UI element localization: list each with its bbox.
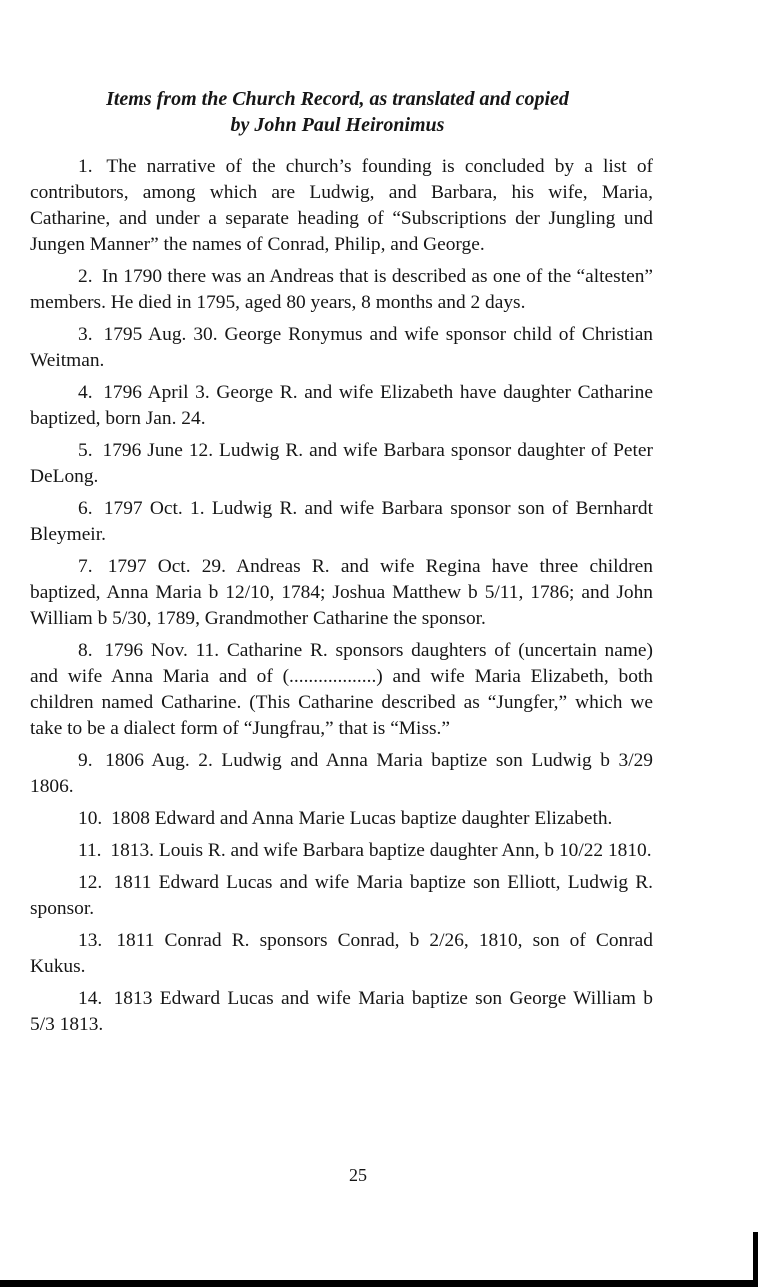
- item-text: 1808 Edward and Anna Marie Lucas baptize daughter Elizabeth.: [111, 808, 613, 829]
- item-text: 1796 June 12. Ludwig R. and wife Barbara sponsor daughter of Peter DeLong.: [30, 440, 653, 487]
- record-item: [30, 322, 653, 374]
- item-text: 1797 Oct. 1. Ludwig R. and wife Barbara sponsor son of Bernhardt Bleymeir.: [30, 498, 653, 545]
- record-item: [30, 870, 653, 922]
- item-text: 1796 Nov. 11. Catharine R. sponsors daughters of (uncertain name) and wife Anna Maria and of (..................) and wife Maria Elizabeth, both children named Catharine. (This Catharine described as “Jungfer,” which we take to be a dialect form of “Jungfrau,” that is “Miss.”: [30, 640, 653, 739]
- item-number: 10.: [78, 808, 103, 829]
- record-item: [30, 554, 653, 632]
- page-number: 25: [349, 1165, 367, 1185]
- item-number: 8.: [78, 640, 93, 661]
- item-number: 4.: [78, 382, 93, 403]
- record-item: [30, 438, 653, 490]
- page-heading: [30, 86, 653, 138]
- item-text: 1806 Aug. 2. Ludwig and Anna Maria baptize son Ludwig b 3/29 1806.: [30, 750, 653, 797]
- record-item: [30, 154, 653, 258]
- record-item: [30, 380, 653, 432]
- scan-border-bottom: [0, 1280, 758, 1287]
- item-number: 11.: [78, 840, 102, 861]
- item-text: 1813 Edward Lucas and wife Maria baptize son George William b 5/3 1813.: [30, 988, 653, 1035]
- item-text: The narrative of the church’s founding is concluded by a list of contributors, among which are Ludwig, and Barbara, his wife, Maria, Catharine, and under a separate heading of “Subscriptions der Jungling und Jungen Manner” the names of Conrad, Philip, and George.: [30, 156, 653, 255]
- record-item: [30, 838, 653, 864]
- record-item: [30, 986, 653, 1038]
- item-number: 7.: [78, 556, 93, 577]
- item-text: In 1790 there was an Andreas that is described as one of the “altesten” members. He died in 1795, aged 80 years, 8 months and 2 days.: [30, 266, 653, 313]
- item-text: 1797 Oct. 29. Andreas R. and wife Regina have three children baptized, Anna Maria b 12/10, 1784; Joshua Matthew b 5/11, 1786; and John William b 5/30, 1789, Grandmother Catharine the sponsor.: [30, 556, 653, 629]
- heading-line-2: by John Paul Heironimus: [230, 114, 445, 136]
- item-number: 1.: [78, 156, 93, 177]
- record-item: [30, 806, 653, 832]
- item-text: 1811 Conrad R. sponsors Conrad, b 2/26, 1810, son of Conrad Kukus.: [30, 930, 653, 977]
- item-number: 3.: [78, 324, 93, 345]
- record-item: [30, 928, 653, 980]
- document-page: [30, 86, 653, 1044]
- item-number: 14.: [78, 988, 103, 1009]
- item-text: 1811 Edward Lucas and wife Maria baptize son Elliott, Ludwig R. sponsor.: [30, 872, 653, 919]
- record-item: [30, 638, 653, 742]
- item-number: 9.: [78, 750, 93, 771]
- item-number: 13.: [78, 930, 103, 951]
- record-item: [30, 496, 653, 548]
- record-item: [30, 264, 653, 316]
- record-item: [30, 748, 653, 800]
- item-number: 6.: [78, 498, 93, 519]
- item-text: 1813. Louis R. and wife Barbara baptize daughter Ann, b 10/22 1810.: [110, 840, 652, 861]
- heading-line-1: Items from the Church Record, as translated and copied: [106, 88, 569, 110]
- item-text: 1795 Aug. 30. George Ronymus and wife sponsor child of Christian Weitman.: [30, 324, 653, 371]
- item-number: 12.: [78, 872, 103, 893]
- item-number: 2.: [78, 266, 93, 287]
- scan-border-right: [753, 1232, 758, 1287]
- item-number: 5.: [78, 440, 93, 461]
- record-items-list: [30, 154, 653, 1038]
- item-text: 1796 April 3. George R. and wife Elizabeth have daughter Catharine baptized, born Jan. 24.: [30, 382, 653, 429]
